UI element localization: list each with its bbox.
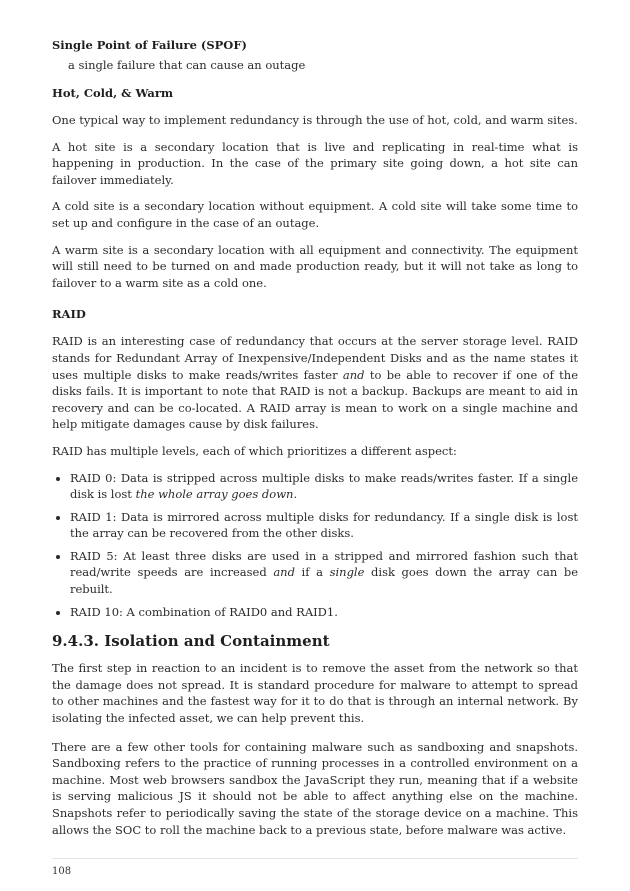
- paragraph-containment-tools: There are a few other tools for containing malware such as sandboxing and snapshots. Sandboxing refers to the practice of running processes in a controlled environment on a machine. Most web browsers sandbox the JavaScript they run, meaning that if a website is serving malicious JS it should not be able to affect anything else on the machine. Snapshots refer to periodically saving the state of the storage device on a machine. This allows the SOC to roll the machine back to a previous state, before malware was active.: [52, 739, 578, 837]
- term-spof: Single Point of Failure (SPOF): [52, 38, 247, 52]
- paragraph-hot-site: A hot site is a secondary location that is live and replicating in real-time what is happening in production. In the case of the primary site going down, a hot site can failover immediately.: [52, 139, 578, 187]
- paragraph-warm-site: A warm site is a secondary location with all equipment and connectivity. The equipment will still need to be turned on and made production ready, but it will not take as long to failover to a warm site as a cold one.: [52, 242, 578, 290]
- paragraph-isolation: The first step in reaction to an incident is to remove the asset from the network so that the damage does not spread. It is standard procedure for malware to attempt to spread to other machines and the fastest way for it to do that is through an internal network. By isolating the infected asset, we can help prevent this.: [52, 661, 578, 726]
- paragraph-raid-intro: RAID is an interesting case of redundancy that occurs at the server storage level. RAID stands for Redundant Array of Inexpensive/Independent Disks and as the name states it uses multiple disks to make reads/writes faster and to be able to recover if one of the disks fails. It is important to note that RAID is not a backup. Backups are meant to aid in recovery and can be co-located. A RAID array is mean to work on a single machine and help mitigate damages cause by disk failures.: [52, 334, 578, 432]
- definition-spof: a single failure that can cause an outage: [68, 58, 306, 72]
- list-item-raid-10: • RAID 10: A combination of RAID0 and RAID1.: [70, 604, 578, 621]
- paragraph-raid-levels: RAID has multiple levels, each of which prioritizes a different aspect:: [52, 443, 457, 458]
- list-item-raid-1: • RAID 1: Data is mirrored across multiple disks for redundancy. If a single disk is lost the array can be recovered from the other disks.: [70, 509, 578, 542]
- heading-isolation-containment: 9.4.3. Isolation and Containment: [52, 632, 330, 651]
- heading-raid: RAID: [52, 307, 86, 322]
- paragraph-cold-site: A cold site is a secondary location without equipment. A cold site will take some time to set up and configure in the case of an outage.: [52, 199, 578, 230]
- raid-levels-list: [52, 470, 578, 621]
- paragraph-redundancy-sites: One typical way to implement redundancy is through the use of hot, cold, and warm sites.: [52, 113, 578, 127]
- footer-divider: [52, 858, 578, 859]
- heading-hot-cold-warm: Hot, Cold, & Warm: [52, 86, 174, 100]
- list-item-raid-0: • RAID 0: Data is stripped across multiple disks to make reads/writes faster. If a single disk is lost the whole array goes down.: [70, 470, 578, 503]
- page-number: 108: [52, 866, 72, 877]
- list-item-raid-5: • RAID 5: At least three disks are used in a stripped and mirrored fashion such that read/write speeds are increased and if a single disk goes down the array can be rebuilt.: [70, 548, 578, 598]
